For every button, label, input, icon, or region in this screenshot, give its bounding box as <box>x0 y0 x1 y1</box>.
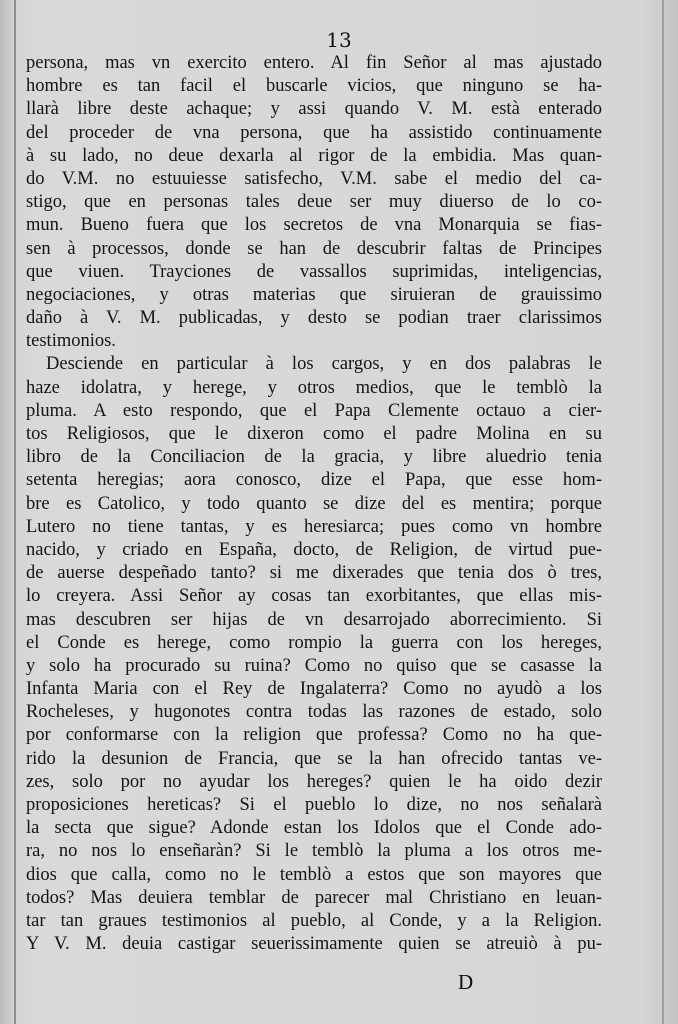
text-line: que viuen. Trayciones de vassallos suprimidas, inteligencias, <box>26 261 602 282</box>
text-line: à su lado, no deue dexarla al rigor de la embidia. Mas quan- <box>26 145 602 166</box>
text-line: daño à V. M. publicadas, y desto se podian traer clarissimos <box>26 308 602 329</box>
text-line: llarà libre deste achaque; y assi quando V. M. està enterado <box>26 99 602 120</box>
text-line: setenta heregias; aora conosco, dize el Papa, que esse hom- <box>26 470 602 491</box>
text-line: nacido, y criado en España, docto, de Religion, de virtud pue- <box>26 539 602 560</box>
text-line: zes, solo por no ayudar los hereges? quien le ha oido dezir <box>26 771 602 792</box>
text-line: tar tan graues testimonios al pueblo, al Conde, y a la Religion. <box>26 910 602 931</box>
text-line: Infanta Maria con el Rey de Ingalaterra? Como no ayudò a los <box>26 679 602 700</box>
text-line: del proceder de vna persona, que ha assistido continuamente <box>26 122 602 143</box>
text-line: rido la desunion de Francia, que se la han ofrecido tantas ve- <box>26 748 602 769</box>
text-line: mun. Bueno fuera que los secretos de vna Monarquia se fias- <box>26 215 602 236</box>
page-number: 13 <box>326 28 352 52</box>
text-line: la secta que sigue? Adonde estan los Idolos que el Conde ado- <box>26 818 602 839</box>
text-line: stigo, que en personas tales deue ser muy diuerso de lo co- <box>26 192 602 213</box>
text-line: Rocheleses, y hugonotes contra todas las razones de estado, solo <box>26 702 602 723</box>
text-line: lo creyera. Assi Señor ay cosas tan exorbitantes, que ellas mis- <box>26 586 602 607</box>
text-line: por conformarse con la religion que professa? Como no ha que- <box>26 725 602 746</box>
text-line: negociaciones, y otras materias que siruieran de grauissimo <box>26 284 602 305</box>
body-text <box>26 52 602 956</box>
text-line: do V.M. no estuuiesse satisfecho, V.M. sabe el medio del ca- <box>26 168 602 189</box>
page-left-edge <box>14 0 16 1024</box>
text-line: y solo ha procurado su ruina? Como no quiso que se casasse la <box>26 655 602 676</box>
text-line: todos? Mas deuiera temblar de parecer mal Christiano en leuan- <box>26 887 602 908</box>
text-line: mas descubren ser hijas de vn desarrojado aborrecimiento. Si <box>26 609 602 630</box>
page-right-edge <box>662 0 664 1024</box>
text-line: dios que calla, como no le temblò a estos que son mayores que <box>26 864 602 885</box>
text-line: hombre es tan facil el buscarle vicios, que ninguno se ha- <box>26 76 602 97</box>
text-line: tos Religiosos, que le dixeron como el padre Molina en su <box>26 424 602 444</box>
signature-mark: D <box>458 970 474 994</box>
text-line: Desciende en particular à los cargos, y en dos palabras le <box>46 354 602 375</box>
text-line: sen à processos, donde se han de descubrir faltas de Principes <box>26 238 602 259</box>
text-line: el Conde es herege, como rompio la guerra con los hereges, <box>26 632 602 653</box>
text-line: de auerse despeñado tanto? si me dixerades que tenia dos ò tres, <box>26 563 602 584</box>
text-line: proposiciones hereticas? Si el pueblo lo dize, no nos señalarà <box>26 795 602 815</box>
text-line: ra, no nos lo enseñaràn? Si le temblò la pluma a los otros me- <box>26 841 602 862</box>
text-line: Lutero no tiene tantas, y es heresiarca; pues como vn hombre <box>26 516 602 537</box>
text-line: bre es Catolico, y todo quanto se dize del es mentira; porque <box>26 493 602 514</box>
text-line: pluma. A esto respondo, que el Papa Clemente octauo a cier- <box>26 400 602 421</box>
text-line: persona, mas vn exercito entero. Al fin Señor al mas ajustado <box>26 53 602 73</box>
text-line: Y V. M. deuia castigar seuerissimamente quien se atreuiò à pu- <box>26 934 602 955</box>
text-line: haze idolatra, y herege, y otros medios, que le temblò la <box>26 377 602 398</box>
text-line: testimonios. <box>26 331 116 352</box>
text-line: libro de la Conciliacion de la gracia, y libre aluedrio tenia <box>26 447 602 468</box>
